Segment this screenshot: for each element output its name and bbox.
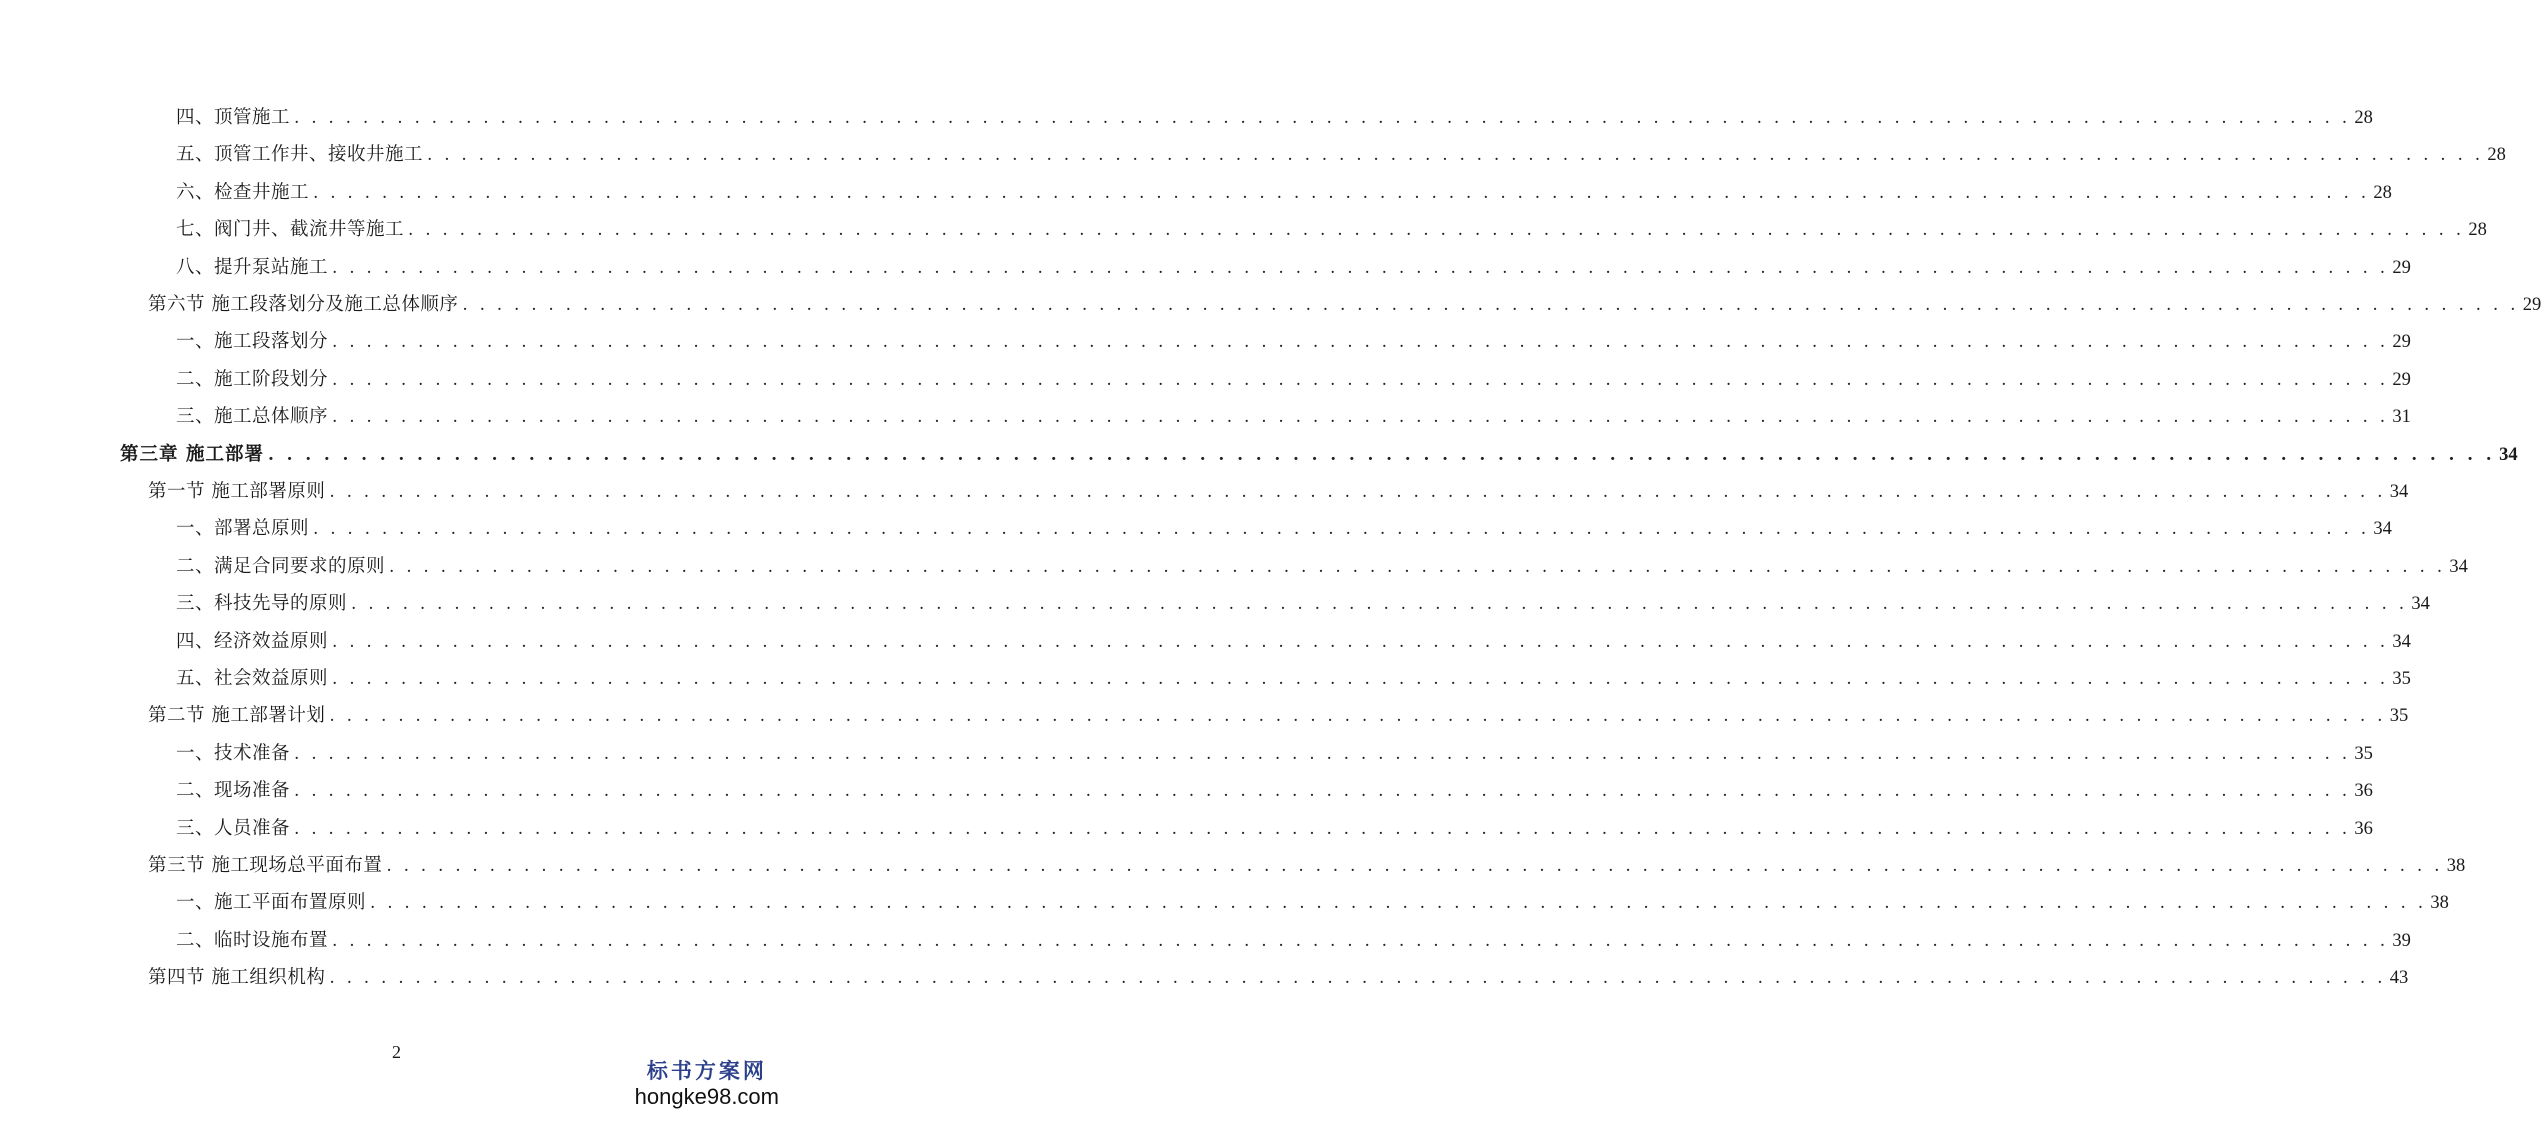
toc-dot-leader: . . . . . . . . . . . . . . . . . . . . . . . . . . . . . . . . . . . . . . . . . . . . . . . . . . . . . . . . . . . . . . . . . . . . . . . . . . . . . . . . . . . . . . . . . . . . . . . . . . . . . . . . . . . . . . . . . . . . . . . . (332, 332, 2389, 353)
toc-entry-page: 34 (2373, 519, 2392, 540)
toc-entry (176, 253, 2411, 283)
toc-entry-title: 第二节 施工部署计划 (148, 705, 326, 727)
toc-entry (176, 627, 2411, 657)
toc-entry (176, 178, 2392, 208)
toc-entry (176, 739, 2373, 769)
toc-entry-title: 三、施工总体顺序 (176, 406, 329, 428)
toc-entry (148, 290, 2541, 320)
toc-entry-title: 第三章 施工部署 (120, 443, 264, 465)
toc-dot-leader: . . . . . . . . . . . . . . . . . . . . . . . . . . . . . . . . . . . . . . . . . . . . . . . . . . . . . . . . . . . . . . . . . . . . . . . . . . . . . . . . . . . . . . . . . . . . . . . . . . . . . . . . . . . . . . . . . . . . . . . . (294, 781, 2351, 802)
toc-entry (176, 664, 2411, 694)
toc-dot-leader: . . . . . . . . . . . . . . . . . . . . . . . . . . . . . . . . . . . . . . . . . . . . . . . . . . . . . . . . . . . . . . . . . . . . . . . . . . . . . . . . . . . . . . . . . . . . . . . . . . . . . . . . . . . . . . . . . . . . . . . . (332, 631, 2389, 652)
toc-entry (176, 327, 2411, 357)
toc-dot-leader: . . . . . . . . . . . . . . . . . . . . . . . . . . . . . . . . . . . . . . . . . . . . . . . . . . . . . . . . . . . . . . . . . . . . . . . . . . . . . . . . . . . . . . . . . . . . . . . . . . . . . . . . . . . . . . . . . . . . . . . . (329, 706, 2386, 727)
toc-entry-title: 六、检查井施工 (176, 181, 310, 203)
toc-dot-leader: . . . . . . . . . . . . . . . . . . . . . . . . . . . . . . . . . . . . . . . . . . . . . . . . . . . . . . . . . . . . . . . . . . . . . . . . . . . . . . . . . . . . . . . . . . . . . . . . . . . . . . . . . . . . . . . . . . . . . . . . (332, 407, 2389, 428)
toc-entry-title: 七、阀门井、截流井等施工 (176, 219, 405, 241)
toc-entry-page: 39 (2392, 930, 2411, 951)
toc-entry-page: 38 (2446, 856, 2466, 876)
toc-entry-title: 二、临时设施布置 (176, 929, 329, 951)
toc-entry (176, 215, 2487, 245)
toc-entry (176, 365, 2411, 395)
toc-dot-leader: . . . . . . . . . . . . . . . . . . . . . . . . . . . . . . . . . . . . . . . . . . . . . . . . . . . . . . . . . . . . . . . . . . . . . . . . . . . . . . . . . . . . . . . . . . . . . . . . . . . . . . . . . . . . . . . . . . . . . . . . (294, 108, 2351, 128)
toc-entry-title: 四、顶管施工 (176, 107, 291, 128)
toc-dot-leader: . . . . . . . . . . . . . . . . . . . . . . . . . . . . . . . . . . . . . . . . . . . . . . . . . . . . . . . . . . . . . . . . . . . . . . . . . . . . . . . . . . . . . . . . . . . . . . . . . . . . . . . . . . . . . . . . . . . . . . . . (370, 893, 2427, 914)
toc-entry (176, 776, 2373, 806)
toc-dot-leader: . . . . . . . . . . . . . . . . . . . . . . . . . . . . . . . . . . . . . . . . . . . . . . . . . . . . . . . . . . . . . . . . . . . . . . . . . . . . . . . . . . . . . . . . . . . . . . . . . . . . . . . . . . . . . . . . . . . . . . . . (313, 519, 2370, 540)
toc-entry (176, 140, 2506, 170)
toc-entry-page: 28 (2373, 182, 2392, 203)
toc-entry-page: 29 (2522, 295, 2541, 315)
page-number: 2 (392, 1042, 401, 1062)
toc-entry-page: 34 (2411, 594, 2430, 615)
toc-entry (148, 477, 2409, 507)
watermark-text-cn: 标书方案网 (646, 1058, 767, 1083)
toc-dot-leader: . . . . . . . . . . . . . . . . . . . . . . . . . . . . . . . . . . . . . . . . . . . . . . . . . . . . . . . . . . . . . . . . . . . . . . . . . . . . . . . . . . . . . . . . . . . . . . . . . . . . . . . . . . . . . . . . . . . . . . . . (351, 594, 2408, 615)
toc-dot-leader: . . . . . . . . . . . . . . . . . . . . . . . . . . . . . . . . . . . . . . . . . . . . . . . . . . . . . . . . . . . . . . . . . . . . . . . . . . . . . . . . . . . . . . . . . . . . . . . . . . . . . . . . . . . . . . . . . . . . . . . . (389, 556, 2446, 577)
toc-dot-leader: . . . . . . . . . . . . . . . . . . . . . . . . . . . . . . . . . . . . . . . . . . . . . . . . . . . . . . . . . . . . . . . . . . . . . . . . . . . . . . . . . . . . . . . . . . . . . . . . . . . . . . . . . . . . . . . . . . . . . . . . (294, 743, 2351, 764)
toc-entry-page: 34 (2499, 444, 2518, 465)
toc-entry-title: 四、经济效益原则 (176, 630, 329, 652)
toc-entry-title: 二、现场准备 (176, 780, 291, 802)
toc-entry-title: 一、技术准备 (176, 742, 291, 764)
toc-dot-leader: . . . . . . . . . . . . . . . . . . . . . . . . . . . . . . . . . . . . . . . . . . . . . . . . . . . . . . . . . . . . . . . . . . . . . . . . . . . . . . . . . . . . . . . . . . . . . . . . . . . . . . . . . . . . . . . . . . . . . . . . (313, 182, 2370, 203)
toc-entry-title: 八、提升泵站施工 (176, 256, 329, 278)
toc-entry-page: 43 (2389, 968, 2409, 989)
toc-entry-page: 28 (2487, 145, 2506, 166)
toc-dot-leader: . . . . . . . . . . . . . . . . . . . . . . . . . . . . . . . . . . . . . . . . . . . . . . . . . . . . . . . . . . . . . . . . . . . . . . . . . . . . . . . . . . . . . . . . . . . . . . . . . . . . . . . . . . . . . . . . . . . . . . . . (329, 968, 2386, 989)
toc-entry-title: 三、科技先导的原则 (176, 593, 348, 615)
toc-entry (176, 402, 2411, 432)
toc-entry-title: 三、人员准备 (176, 817, 291, 839)
toc-entry (176, 514, 2392, 544)
toc-dot-leader: . . . . . . . . . . . . . . . . . . . . . . . . . . . . . . . . . . . . . . . . . . . . . . . . . . . . . . . . . . . . . . . . . . . . . . . . . . . . . . . . . . . . . . . . . . . . . . . . . . . . . . . . . . . . . . . . . . . . . . . . (294, 818, 2351, 839)
toc-entry-page: 35 (2392, 669, 2411, 689)
toc-entry-title: 一、部署总原则 (176, 518, 310, 540)
watermark-logo (635, 1058, 779, 1110)
toc-entry-title: 二、满足合同要求的原则 (176, 555, 386, 577)
toc-dot-leader: . . . . . . . . . . . . . . . . . . . . . . . . . . . . . . . . . . . . . . . . . . . . . . . . . . . . . . . . . . . . . . . . . . . . . . . . . . . . . . . . . . . . . . . . . . . . . . . . . . . . . . . . . . . . . . . . . . . . . . . . (329, 482, 2386, 502)
toc-dot-leader: . . . . . . . . . . . . . . . . . . . . . . . . . . . . . . . . . . . . . . . . . . . . . . . . . . . . . . . . . . . . . . . . . . . . . . . . . . . . . . . . . . . . . . . . . . . . . . . . . . . . . . . . . . . . . . . . . . . . . . . . (408, 220, 2465, 241)
toc-entry-page: 35 (2389, 706, 2409, 727)
toc-dot-leader: . . . . . . . . . . . . . . . . . . . . . . . . . . . . . . . . . . . . . . . . . . . . . . . . . . . . . . . . . . . . . . . . . . . . . . . . . . . . . . . . . . . . . . . . . . . . . . . . . . . . . . . . . . . . . . . . . . . . . . . . (332, 930, 2389, 951)
toc-entry (176, 552, 2468, 582)
toc-entry-page: 34 (2392, 631, 2411, 652)
toc-entry (120, 440, 2518, 470)
toc-entry-page: 34 (2389, 482, 2409, 502)
toc-entry-title: 第一节 施工部署原则 (148, 481, 326, 502)
toc-dot-leader: . . . . . . . . . . . . . . . . . . . . . . . . . . . . . . . . . . . . . . . . . . . . . . . . . . . . . . . . . . . . . . . . . . . . . . . . . . . . . . . . . . . . . . . . . . . . . . . . . . . . . . . . . . . . . . . . . . . . . . . . (332, 369, 2389, 390)
toc-entry-page: 35 (2354, 743, 2373, 764)
toc-entry-title: 五、社会效益原则 (176, 668, 329, 689)
toc-entry (148, 963, 2409, 993)
toc-entry (176, 888, 2449, 918)
toc-entry (176, 103, 2373, 133)
toc-entry-page: 31 (2392, 407, 2411, 428)
toc-entry-title: 第三节 施工现场总平面布置 (148, 855, 383, 876)
toc-entry-title: 一、施工平面布置原则 (176, 892, 367, 914)
toc-entry (148, 851, 2466, 881)
toc-entry (176, 589, 2430, 619)
toc-dot-leader: . . . . . . . . . . . . . . . . . . . . . . . . . . . . . . . . . . . . . . . . . . . . . . . . . . . . . . . . . . . . . . . . . . . . . . . . . . . . . . . . . . . . . . . . . . . . . . . . . . . . . . . . . . . . . . . . . . . . . . . . (427, 145, 2484, 166)
toc-entry-page: 34 (2449, 556, 2468, 577)
toc-entry-page: 36 (2354, 818, 2373, 839)
toc-entry-page: 29 (2392, 257, 2411, 278)
toc-entry-title: 五、顶管工作井、接收井施工 (176, 144, 424, 166)
toc-entry-page: 28 (2468, 220, 2487, 241)
toc-dot-leader: . . . . . . . . . . . . . . . . . . . . . . . . . . . . . . . . . . . . . . . . . . . . . . . . . . . . . . . . . . . . . . . . . . . . . . . . . . . . . . . . . . . . . . . . . . . . . . . . . . . . . . . . . . . . . . . . . . . . . . . . (332, 669, 2389, 689)
toc-entry-page: 36 (2354, 781, 2373, 802)
toc-entry-title: 一、施工段落划分 (176, 331, 329, 353)
toc-dot-leader: . . . . . . . . . . . . . . . . . . . . . . . . . . . . . . . . . . . . . . . . . . . . . . . . . . . . . . . . . . . . . . . . . . . . . . . . . . . . . . . . . . . . . . . . . . . . . . . . . . . . . . . . . . . . . . . . . . . . . . . . (386, 856, 2443, 876)
toc-entry (148, 701, 2409, 731)
toc-dot-leader: . . . . . . . . . . . . . . . . . . . . . . . . . . . . . . . . . . . . . . . . . . . . . . . . . . . . . . . . . . . . . . . . . . . . . . . . . . . . . . . . . . . . . . . . . . . . . . . . . . . . . . . . . . . . . . . . . . . . . . . . (267, 444, 2496, 465)
toc-entry (176, 926, 2411, 956)
watermark-text-url: hongke98.com (634, 1084, 779, 1109)
toc-entry-page: 29 (2392, 332, 2411, 353)
toc-entry-page: 29 (2392, 369, 2411, 390)
toc-dot-leader: . . . . . . . . . . . . . . . . . . . . . . . . . . . . . . . . . . . . . . . . . . . . . . . . . . . . . . . . . . . . . . . . . . . . . . . . . . . . . . . . . . . . . . . . . . . . . . . . . . . . . . . . . . . . . . . . . . . . . . . . (332, 257, 2389, 278)
toc-entry-page: 28 (2354, 108, 2373, 128)
toc-dot-leader: . . . . . . . . . . . . . . . . . . . . . . . . . . . . . . . . . . . . . . . . . . . . . . . . . . . . . . . . . . . . . . . . . . . . . . . . . . . . . . . . . . . . . . . . . . . . . . . . . . . . . . . . . . . . . . . . . . . . . . . . (462, 295, 2519, 315)
toc-entry-title: 第六节 施工段落划分及施工总体顺序 (148, 294, 459, 315)
toc-entry-title: 第四节 施工组织机构 (148, 967, 326, 989)
toc-entry-page: 38 (2430, 893, 2449, 914)
toc-entry-title: 二、施工阶段划分 (176, 368, 329, 390)
toc-entry (176, 814, 2373, 844)
